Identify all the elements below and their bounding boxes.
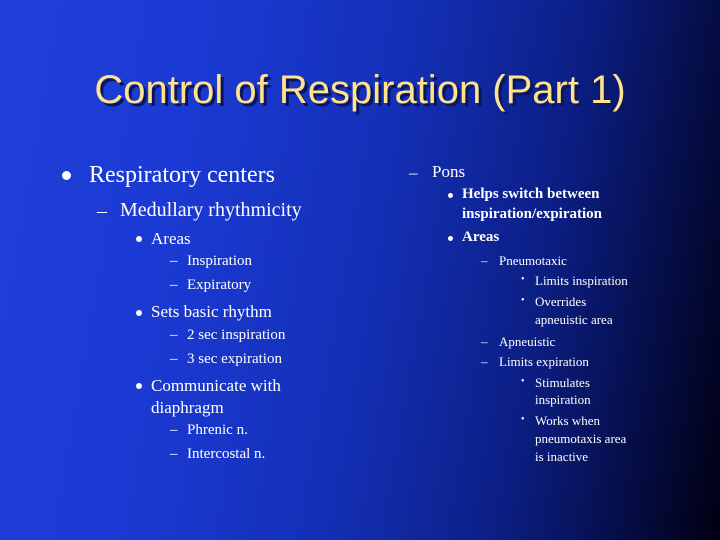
- item-areas-left: Areas: [151, 229, 191, 248]
- dash: –: [170, 277, 178, 293]
- item-2-sec-inspiration: 2 sec inspiration: [187, 327, 286, 343]
- item-communicate-with: Communicate with: [151, 376, 281, 395]
- item-helps-switch: Helps switch between: [462, 186, 600, 202]
- dash: –: [170, 253, 178, 269]
- bullet-small: •: [521, 414, 525, 425]
- item-works-when-cont2: is inactive: [535, 449, 589, 464]
- item-overrides-cont: apneuistic area: [535, 312, 613, 327]
- item-stimulates-cont: inspiration: [535, 392, 591, 407]
- item-areas-right: Areas: [462, 229, 500, 245]
- bullet-dot: [448, 193, 453, 198]
- item-helps-switch-cont: inspiration/expiration: [462, 206, 603, 222]
- slide-title: Control of Respiration (Part 1): [94, 68, 626, 112]
- bullet-dot: [62, 171, 71, 180]
- item-phrenic: Phrenic n.: [187, 422, 248, 438]
- bullet-dot: [136, 310, 142, 316]
- item-expiratory: Expiratory: [187, 277, 252, 293]
- item-pneumotaxic: Pneumotaxic: [499, 253, 567, 268]
- item-overrides: Overrides: [535, 294, 587, 309]
- item-works-when-cont: pneumotaxis area: [535, 431, 627, 446]
- item-limits-expiration: Limits expiration: [499, 354, 589, 369]
- bullet-small: •: [521, 376, 525, 387]
- dash: –: [170, 446, 178, 462]
- bullet-small: •: [521, 274, 525, 285]
- item-stimulates: Stimulates: [535, 375, 590, 390]
- bullet-dot: [448, 236, 453, 241]
- item-sets-basic-rhythm: Sets basic rhythm: [151, 302, 272, 321]
- item-pons: Pons: [432, 162, 466, 181]
- dash: –: [481, 354, 488, 369]
- item-works-when: Works when: [535, 413, 601, 428]
- item-medullary-rhythmicity: Medullary rhythmicity: [120, 199, 302, 221]
- bullet-small: •: [521, 295, 525, 306]
- dash: –: [170, 422, 178, 438]
- dash: –: [170, 351, 178, 367]
- item-apneuistic: Apneuistic: [499, 334, 556, 349]
- item-inspiration: Inspiration: [187, 253, 252, 269]
- dash: –: [409, 163, 418, 182]
- dash: –: [481, 253, 488, 268]
- item-diaphragm: diaphragm: [151, 398, 224, 417]
- dash: –: [481, 334, 488, 349]
- item-limits-inspiration: Limits inspiration: [535, 273, 628, 288]
- bullet-dot: [136, 236, 142, 242]
- dash: –: [170, 327, 178, 343]
- bullet-dot: [136, 383, 142, 389]
- item-intercostal: Intercostal n.: [187, 446, 266, 462]
- item-3-sec-expiration: 3 sec expiration: [187, 351, 282, 367]
- dash: –: [97, 200, 107, 222]
- item-respiratory-centers: Respiratory centers: [89, 162, 275, 188]
